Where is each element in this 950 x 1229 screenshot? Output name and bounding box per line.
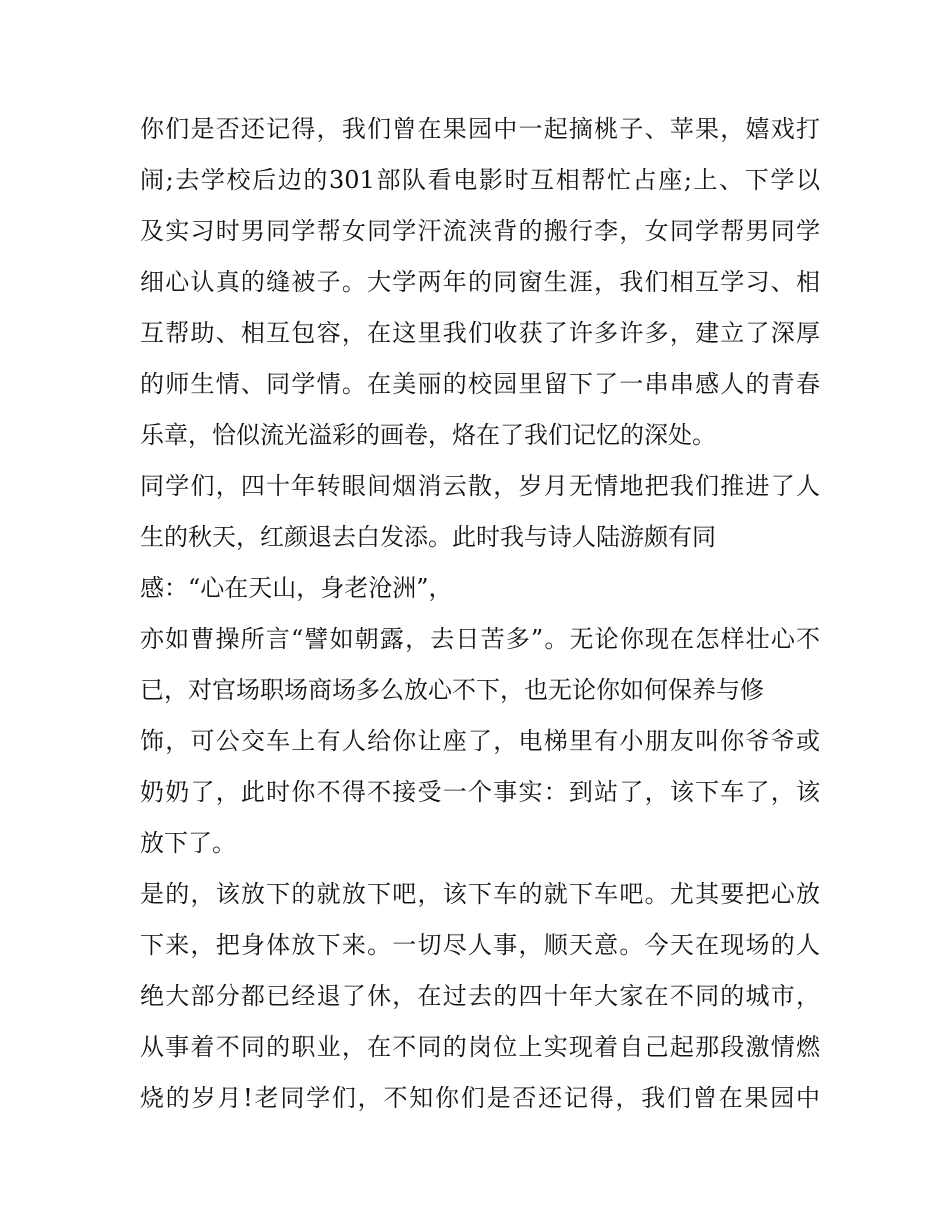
text-line: 同学们，四十年转眼间烟消云散，岁月无情地把我们推进了人 [140, 472, 820, 500]
text-line: 已，对官场职场商场多么放心不下，也无论你如何保养与修 [140, 676, 764, 704]
text-line: 感：“心在天山，身老沧洲”， [140, 574, 453, 602]
text-line: 乐章，恰似流光溢彩的画卷，烙在了我们记忆的深处。 [140, 421, 716, 449]
text-line: 细心认真的缝被子。大学两年的同窗生涯，我们相互学习、相 [140, 268, 820, 296]
text-line: 放下了。 [140, 829, 236, 857]
text-line: 闹;去学校后边的301部队看电影时互相帮忙占座;上、下学以 [140, 166, 820, 194]
text-line: 绝大部分都已经退了休，在过去的四十年大家在不同的城市， [140, 982, 820, 1010]
text-line: 亦如曹操所言“譬如朝露，去日苦多”。无论你现在怎样壮心不 [140, 625, 820, 653]
text-line: 下来，把身体放下来。一切尽人事，顺天意。今天在现场的人 [140, 931, 820, 959]
body-text [140, 104, 820, 1124]
text-line: 烧的岁月!老同学们，不知你们是否还记得，我们曾在果园中 [140, 1084, 820, 1112]
text-line: 互帮助、相互包容，在这里我们收获了许多许多，建立了深厚 [140, 319, 820, 347]
text-line: 饰，可公交车上有人给你让座了，电梯里有小朋友叫你爷爷或 [140, 727, 820, 755]
text-line: 是的，该放下的就放下吧，该下车的就下车吧。尤其要把心放 [140, 880, 820, 908]
text-line: 的师生情、同学情。在美丽的校园里留下了一串串感人的青春 [140, 370, 820, 398]
text-line: 奶奶了，此时你不得不接受一个事实：到站了，该下车了，该 [140, 778, 820, 806]
text-line: 从事着不同的职业，在不同的岗位上实现着自己起那段激情燃 [140, 1033, 820, 1061]
text-line: 你们是否还记得，我们曾在果园中一起摘桃子、苹果，嬉戏打 [140, 115, 820, 143]
text-line: 及实习时男同学帮女同学汗流浃背的搬行李，女同学帮男同学 [140, 217, 820, 245]
text-line: 生的秋天，红颜退去白发添。此时我与诗人陆游颇有同 [140, 523, 716, 551]
